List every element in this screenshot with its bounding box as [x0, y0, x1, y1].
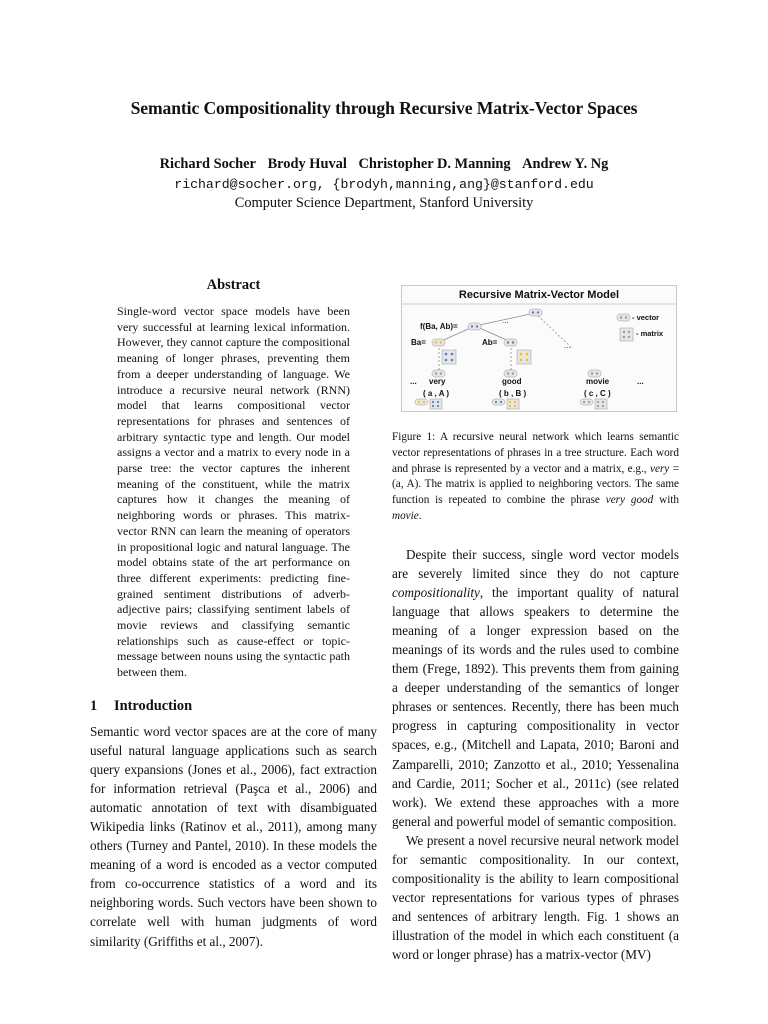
word-movie: movie [586, 377, 610, 386]
paragraph-text: , the important quality of natural language that allows speakers to determine the meaning of a longer expression based on the meanings of its words and the rules used to combine them (Frege, 1892). This prevents them from gaining a deeper understanding of the semantics of longer phrases or sentences. Recently, there has been much progress in capturing compositionality in vector spaces, e.g., (Mitchell and Lapata, 2010; Baroni and Zamparelli, 2010; Zanzotto et al., 2010; Yessenalina and Cardie, 2011; Socher et al., 2011c) (see related work). We extend these approaches with a more general and powerful model of semantic composition. [392, 585, 679, 829]
legend-matrix-label: - matrix [636, 329, 664, 338]
author-name: Richard Socher [159, 156, 256, 172]
legend-matrix [620, 328, 664, 341]
figure-title: Recursive Matrix-Vector Model [458, 289, 620, 301]
paragraph: We present a novel recursive neural network model for semantic compositionality. In our context, compositionality is the ability to learn compositional vector representations for various types of phrases and sentences of arbitrary length. Fig. 1 shows an illustration of the model in which each constituent (a word or longer phrase) has a matrix-vector (MV) [392, 832, 679, 962]
paragraph [392, 545, 679, 831]
ab-node [504, 339, 517, 346]
leaf-glyphs [415, 399, 607, 409]
word-good: good [502, 377, 522, 386]
figure-1 [401, 285, 677, 412]
abstract-text: Single-word vector space models have been very successful at learning lexical information. However, they cannot capture the compositional meaning of longer phrases, preventing them from a deeper understanding of language. We introduce a recursive neural network (RNN) model that learns compositional vector representations for phrases and sentences of arbitrary syntactic type and length. Our model assigns a vector and a matrix to every node in a parse tree: the vector captures the inherent meaning of the constituent, while the matrix captures how it changes the meaning of neighboring words or phrases. This matrix-vector RNN can learn the meaning of operators in propositional logic and natural language. The model obtains state of the art performance on three different experiments: predicting fine-grained sentiment distributions of adverb-adjective pairs; classifying sentiment labels of movie reviews and classifying semantic relationships such as cause-effect or topic-message between nouns using the syntactic path between them. [117, 304, 350, 680]
section-number: 1 [90, 698, 98, 714]
paragraph: Semantic word vector spaces are at the core of many useful natural language applications such as search query expansions (Jones et al., 2006), fact extraction for information retrieval (Paşca et al., 2006) and automatic annotation of text with disambiguated Wikipedia links (Ratinov et al., 2011), among many others (Turney and Pantel, 2010). In these models the meaning of a word is encoded as a vector computed from co-occurrence statistics of a word and its neighboring words. Such vectors have been shown to correlate well with human judgments of word similarity (Griffiths et al., 2007). [90, 724, 377, 949]
leaf-vectors [432, 370, 601, 377]
ellipsis-top: ... [502, 316, 509, 325]
caption-em: very [650, 462, 670, 475]
caption-em: movie [392, 509, 419, 522]
caption-text: = (a, A). The matrix is applied to neighboring vectors. The same function is repeated to combine the phrase [392, 462, 679, 507]
root-node [529, 309, 542, 316]
word-very: very [429, 377, 446, 386]
ab-matrix [517, 350, 531, 364]
legend-vector-label: - vector [632, 313, 660, 322]
paragraph-text: Despite their success, single word vector models are severely limited since they do not capture [392, 547, 679, 582]
caption-text: with [653, 494, 680, 507]
ba-label: Ba= [411, 338, 426, 347]
introduction-text [90, 722, 377, 951]
paper-title: Semantic Compositionality through Recursive Matrix-Vector Spaces [130, 98, 638, 118]
ab-label: Ab= [482, 338, 498, 347]
caption-text: . [418, 509, 422, 522]
ellipsis-right: ... [637, 377, 644, 386]
pair-good: ( b , B ) [499, 389, 527, 398]
caption-em: very good [605, 494, 654, 507]
ba-matrix [442, 350, 456, 364]
author-list [0, 156, 768, 173]
caption-text: Figure 1: A recursive neural network which learns semantic vector representations of phrases in a tree structure. Each word and phrase is represented by a vector and a matrix, e.g., [392, 431, 679, 475]
affiliation: Computer Science Department, Stanford University [234, 195, 534, 211]
pair-movie: ( c , C ) [584, 389, 611, 398]
function-label: f(Ba, Ab)= [420, 322, 458, 331]
right-column-text [392, 545, 679, 964]
pair-very: ( a , A ) [423, 389, 450, 398]
author-name: Andrew Y. Ng [522, 156, 609, 172]
section-title: Introduction [114, 698, 193, 714]
ellipsis-left: ... [410, 377, 417, 386]
emphasis: compositionality [392, 585, 480, 601]
author-name: Brody Huval [267, 156, 347, 172]
figure-caption [392, 430, 679, 525]
ba-node [432, 339, 445, 346]
abstract-heading: Abstract [206, 277, 261, 293]
model-diagram [402, 286, 676, 411]
author-emails: richard@socher.org, {brodyh,manning,ang}@stanford.edu [174, 177, 594, 192]
legend-vector [617, 313, 659, 322]
composed-node [468, 323, 481, 330]
author-name: Christopher D. Manning [358, 156, 511, 172]
ellipsis-mid: ... [564, 341, 571, 350]
section-heading [90, 698, 192, 715]
